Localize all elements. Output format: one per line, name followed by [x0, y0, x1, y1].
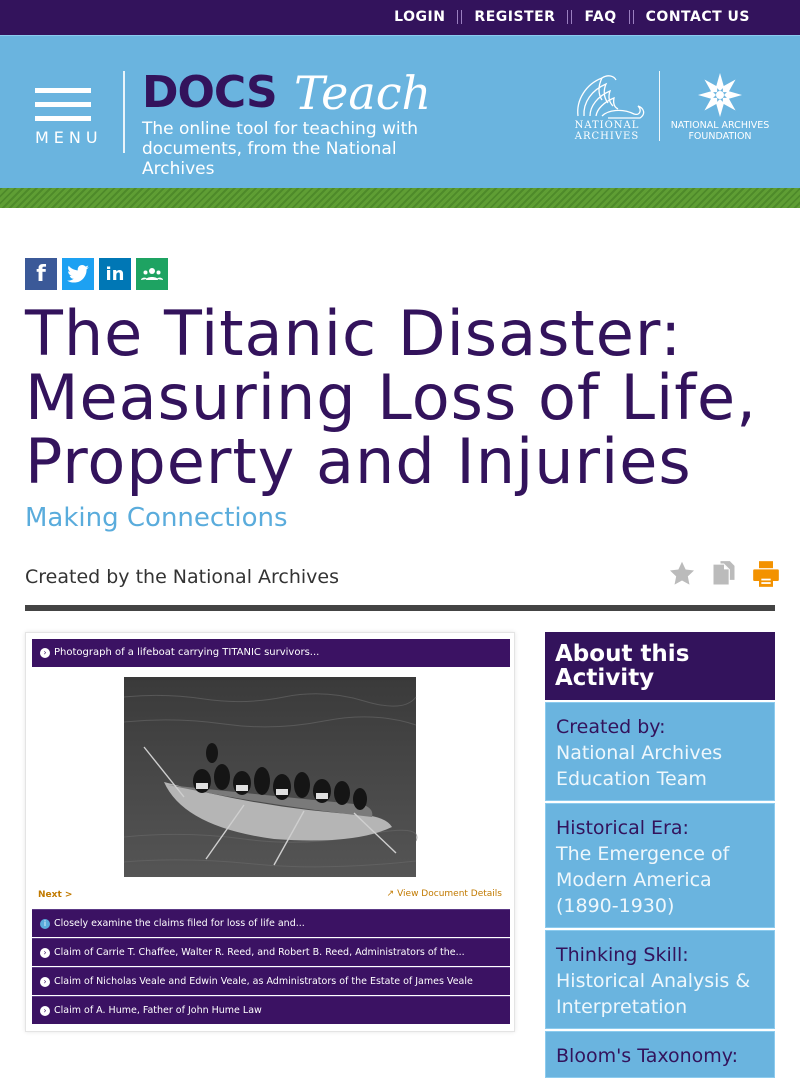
preview-header-text: Photograph of a lifeboat carrying TITANIC survivors... — [54, 647, 320, 658]
expand-icon: › — [40, 648, 50, 658]
about-field-thinking-skill — [545, 930, 775, 1029]
about-field-value[interactable]: The Emergence of Modern America (1890-1930) — [556, 843, 730, 917]
activity-tools — [668, 560, 780, 588]
preview-item-text: Claim of A. Hume, Father of John Hume Law — [54, 1005, 262, 1016]
preview-list-item[interactable] — [32, 909, 510, 937]
site-tagline: The online tool for teaching with documents, from the National Archives — [142, 119, 419, 179]
about-field-value[interactable]: National Archives Education Team — [556, 742, 723, 790]
twitter-bird-icon — [67, 265, 89, 283]
about-activity-panel — [545, 632, 775, 1078]
activity-preview[interactable] — [25, 632, 515, 1032]
title-rule — [25, 605, 775, 611]
national-archives-foundation-star-icon[interactable] — [695, 70, 745, 120]
activity-title: The Titanic Disaster: Measuring Loss of Life, Property and Injuries — [25, 297, 757, 498]
copy-icon[interactable] — [710, 560, 738, 588]
preview-item-text: Claim of Carrie T. Chaffee, Walter R. Reed, and Robert B. Reed, Administrators of the... — [54, 947, 465, 958]
info-icon: i — [40, 919, 50, 929]
lifeboat-photo-image — [124, 677, 416, 877]
about-field-label: Historical Era: — [556, 817, 689, 839]
logo-docs-text: DOCS — [142, 67, 277, 118]
linkedin-icon[interactable] — [99, 258, 131, 290]
about-field-value[interactable]: Historical Analysis & Interpretation — [556, 970, 751, 1018]
social-share-bar — [25, 258, 168, 290]
about-heading: About this Activity — [545, 632, 775, 700]
activity-creator: Created by the National Archives — [25, 566, 340, 588]
header-divider — [123, 71, 125, 153]
contact-us-link[interactable]: CONTACT US — [645, 9, 750, 25]
menu-button[interactable] — [35, 88, 105, 158]
preview-list-item[interactable] — [32, 938, 510, 966]
faq-link[interactable]: FAQ — [584, 9, 617, 25]
top-navigation-bar — [0, 0, 800, 35]
favorite-star-icon[interactable] — [668, 560, 696, 588]
external-link-icon: ↗ — [386, 889, 395, 899]
facebook-glyph: f — [36, 261, 46, 287]
about-field-created-by — [545, 702, 775, 801]
about-field-label: Thinking Skill: — [556, 944, 689, 966]
national-archives-foundation-logo-text: NATIONAL ARCHIVES FOUNDATION — [670, 120, 770, 142]
preview-header[interactable] — [32, 639, 510, 667]
hamburger-icon-bar — [35, 102, 91, 107]
expand-icon: › — [40, 1006, 50, 1016]
preview-list-item[interactable] — [32, 967, 510, 995]
about-field-blooms-taxonomy — [545, 1031, 775, 1078]
preview-item-text: Closely examine the claims filed for loss of life and... — [54, 918, 305, 929]
lifeboat-photograph[interactable] — [124, 677, 416, 877]
google-classroom-icon[interactable] — [136, 258, 168, 290]
print-icon[interactable] — [752, 560, 780, 588]
top-links — [382, 9, 750, 25]
view-document-details-link[interactable] — [387, 889, 502, 899]
national-archives-logo-text: NATIONAL ARCHIVES — [574, 120, 640, 142]
menu-label: MENU — [35, 128, 103, 147]
linkedin-glyph: in — [105, 263, 125, 285]
hamburger-icon-bar — [35, 116, 91, 121]
view-document-details-label: View Document Details — [397, 889, 502, 899]
expand-icon: › — [40, 948, 50, 958]
decorative-stripe — [0, 188, 800, 208]
preview-list-item[interactable] — [32, 996, 510, 1024]
facebook-icon[interactable] — [25, 258, 57, 290]
twitter-icon[interactable] — [62, 258, 94, 290]
about-field-label: Created by: — [556, 716, 666, 738]
expand-icon: › — [40, 977, 50, 987]
preview-item-text: Claim of Nicholas Veale and Edwin Veale, as Administrators of the Estate of James Veale — [54, 976, 473, 987]
classroom-people-icon — [141, 265, 163, 283]
register-link[interactable]: REGISTER — [474, 9, 556, 25]
about-field-historical-era — [545, 803, 775, 928]
login-link[interactable]: LOGIN — [394, 9, 446, 25]
about-field-label: Bloom's Taxonomy: — [556, 1045, 739, 1067]
hamburger-icon — [35, 88, 91, 93]
logo-teach-text: Teach — [294, 66, 432, 120]
activity-type[interactable]: Making Connections — [25, 503, 288, 533]
site-header — [0, 35, 800, 188]
next-document-link[interactable]: Next > — [38, 890, 73, 900]
logo-divider — [659, 71, 660, 141]
